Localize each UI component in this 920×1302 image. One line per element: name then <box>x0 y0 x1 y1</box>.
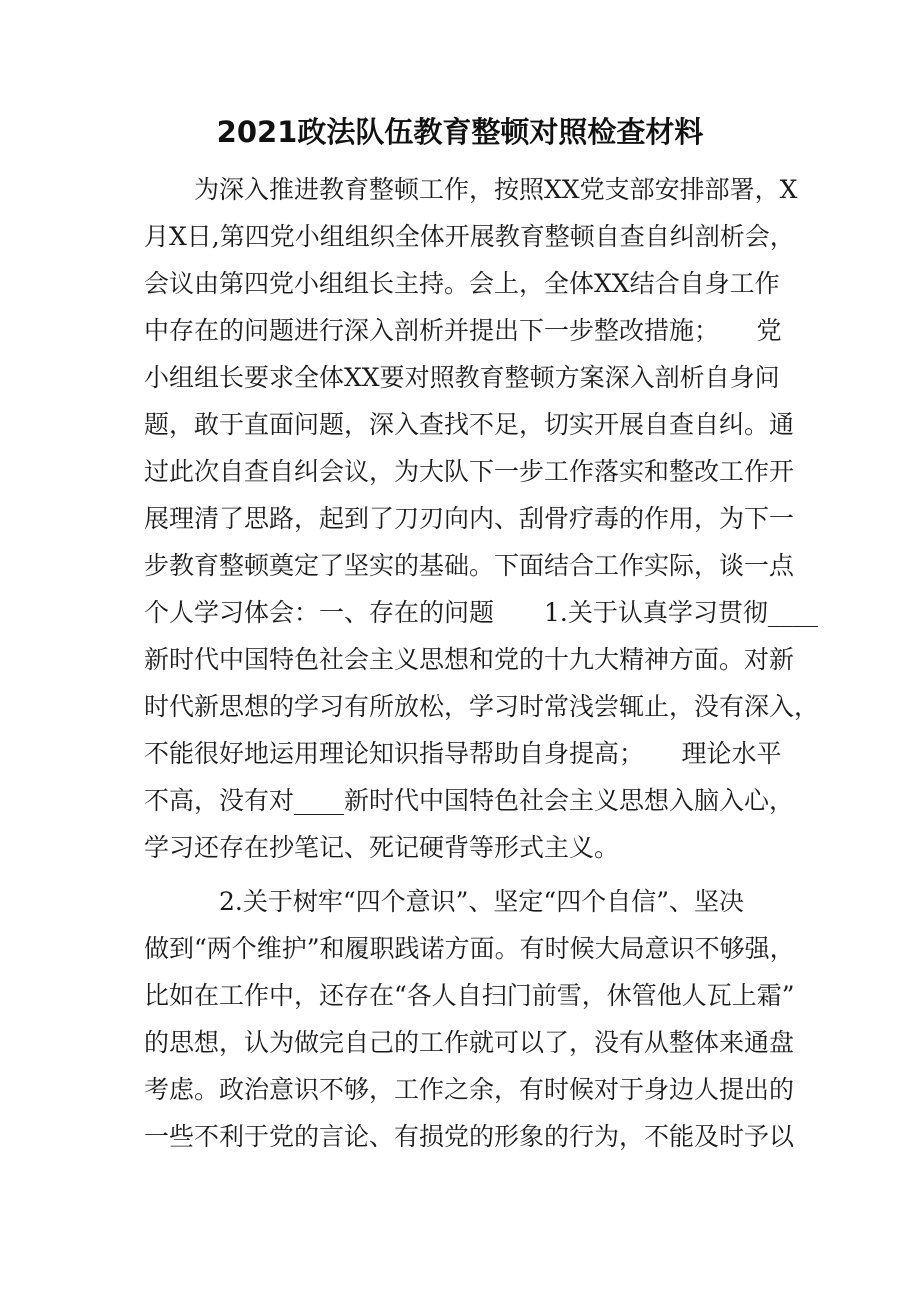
body-line-13: 不能很好地运用理论知识指导帮助自身提高； 理论水平 <box>144 739 782 768</box>
body-line-10: 个人学习体会：一、存在的问题 1.关于认真学习贯彻____ <box>144 598 818 627</box>
body-line-3: 会议由第四党小组组长主持。会上，全体XX结合自身工作 <box>144 269 780 298</box>
body-line-14: 不高，没有对____新时代中国特色社会主义思想入脑入心， <box>144 786 795 815</box>
body-line-8: 展理清了思路，起到了刀刃向内、刮骨疗毒的作用，为下一 <box>144 504 795 533</box>
body-line-7: 过此次自查自纠会议，为大队下一步工作落实和整改工作开 <box>144 457 795 486</box>
body-line-20: 考虑。政治意识不够，工作之余，有时候对于身边人提出的 <box>144 1075 795 1104</box>
body-line-16: 2.关于树牢“四个意识”、坚定“四个自信”、坚决 <box>144 887 744 916</box>
body-line-18: 比如在工作中，还存在“各人自扫门前雪，休管他人瓦上霜” <box>144 981 795 1010</box>
body-line-4: 中存在的问题进行深入剖析并提出下一步整改措施； 党 <box>144 316 782 345</box>
body-line-21: 一些不利于党的言论、有损党的形象的行为，不能及时予以 <box>144 1122 795 1151</box>
body-line-17: 做到“两个维护”和履职践诺方面。有时候大局意识不够强， <box>144 934 795 963</box>
body-line-11: 新时代中国特色社会主义思想和党的十九大精神方面。对新 <box>144 645 795 674</box>
body-line-2: 月X日,第四党小组组织全体开展教育整顿自查自纠剖析会， <box>144 222 795 251</box>
body-line-1: 为深入推进教育整顿工作，按照XX党支部安排部署，X <box>144 175 798 204</box>
body-line-5: 小组组长要求全体XX要对照教育整顿方案深入剖析自身问 <box>144 363 780 392</box>
body-line-9: 步教育整顿奠定了坚实的基础。下面结合工作实际，谈一点 <box>144 551 795 580</box>
body-line-6: 题，敢于直面问题，深入查找不足，切实开展自查自纠。通 <box>144 410 795 439</box>
body-line-12: 时代新思想的学习有所放松，学习时常浅尝辄止，没有深入， <box>144 692 820 721</box>
body-line-19: 的思想，认为做完自己的工作就可以了，没有从整体来通盘 <box>144 1028 795 1057</box>
document-title: 2021政法队伍教育整顿对照检查材料 <box>216 115 704 149</box>
body-line-15: 学习还存在抄笔记、死记硬背等形式主义。 <box>144 833 620 862</box>
